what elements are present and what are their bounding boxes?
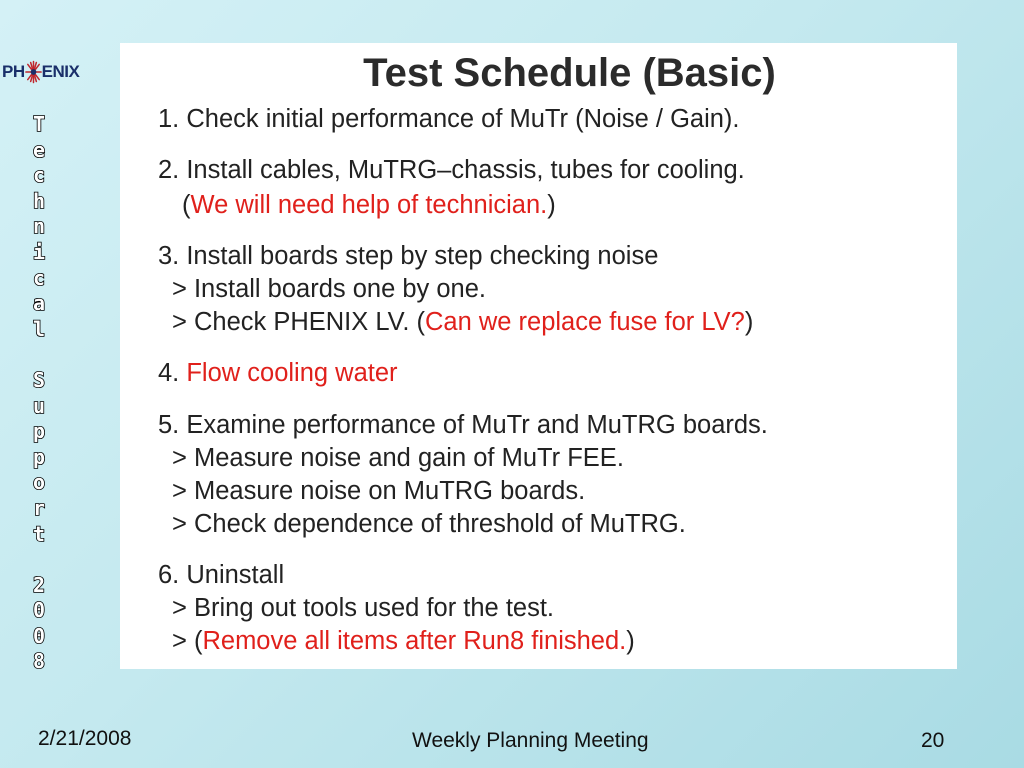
vertical-title-char: T: [32, 112, 46, 136]
logo-text-left: PH: [2, 62, 25, 81]
vertical-title-char: p: [32, 419, 46, 444]
item-2-note-text: We will need help of technician.: [190, 191, 548, 219]
vertical-title-char: n: [32, 214, 46, 239]
vertical-title-char: r: [32, 495, 46, 520]
vertical-title-char: o: [32, 470, 46, 495]
item-2: 2. Install cables, MuTRG–chassis, tubes for cooling.: [158, 156, 745, 184]
vertical-title-char: l: [32, 316, 46, 341]
item-3-sub-1: > Install boards one by one.: [172, 275, 487, 303]
vertical-title-char: h: [32, 188, 46, 213]
vertical-title-char: a: [32, 291, 46, 316]
vertical-title-space: [25, 342, 53, 368]
item-6-sub-2: [172, 627, 635, 656]
item-3-sub-2-close: ): [744, 308, 754, 336]
item-3-sub-2-red: Can we replace fuse for LV?: [424, 308, 745, 336]
item-5-sub-2: > Measure noise on MuTRG boards.: [172, 477, 586, 505]
footer-meeting-title: Weekly Planning Meeting: [412, 729, 649, 752]
item-6-sub-2-close: ): [626, 627, 635, 655]
vertical-title-char: c: [32, 163, 46, 188]
item-1: 1. Check initial performance of MuTr (Noise / Gain).: [158, 105, 740, 133]
slide-title: Test Schedule (Basic): [363, 51, 776, 95]
item-4-number: 4.: [158, 359, 187, 387]
vertical-title-char: u: [32, 393, 46, 418]
item-2-note-close: ): [547, 191, 556, 219]
footer-page-number: 20: [921, 729, 945, 752]
vertical-title-space: [25, 547, 53, 573]
vertical-title-char: S: [32, 367, 46, 392]
item-5: 5. Examine performance of MuTr and MuTRG boards.: [158, 411, 768, 439]
item-2-note-open: (: [182, 191, 191, 219]
item-2-note: [182, 191, 556, 220]
item-6-sub-2-red: Remove all items after Run8 finished.: [202, 627, 627, 655]
item-4: [158, 359, 398, 388]
item-6-sub-2-pre: > (: [172, 627, 203, 655]
star-burst-icon: [24, 59, 43, 85]
footer-date: 2/21/2008: [38, 727, 132, 750]
item-5-sub-1: > Measure noise and gain of MuTr FEE.: [172, 444, 624, 472]
item-3-sub-2: [172, 308, 753, 337]
item-4-text: Flow cooling water: [186, 359, 398, 387]
vertical-title-char: i: [32, 239, 46, 264]
slide-content-card: [120, 43, 957, 669]
vertical-title-char: 0: [32, 598, 46, 623]
item-3-sub-2-pre: > Check PHENIX LV. (: [172, 308, 425, 336]
vertical-title-char: 8: [32, 649, 46, 674]
item-6: 6. Uninstall: [158, 561, 285, 589]
item-3: 3. Install boards step by step checking noise: [158, 242, 659, 270]
item-5-sub-3: > Check dependence of threshold of MuTRG.: [172, 510, 686, 538]
vertical-title-char: 2: [32, 572, 46, 597]
vertical-title-char: t: [32, 521, 46, 546]
vertical-title-char: e: [32, 137, 46, 162]
item-6-sub-1: > Bring out tools used for the test.: [172, 594, 555, 622]
vertical-side-title: [24, 112, 54, 675]
vertical-title-char: c: [32, 265, 46, 290]
logo-text-right: ENIX: [41, 62, 80, 81]
vertical-title-char: p: [32, 444, 46, 469]
vertical-title-char: 0: [32, 623, 46, 648]
phenix-logo: [2, 57, 98, 87]
